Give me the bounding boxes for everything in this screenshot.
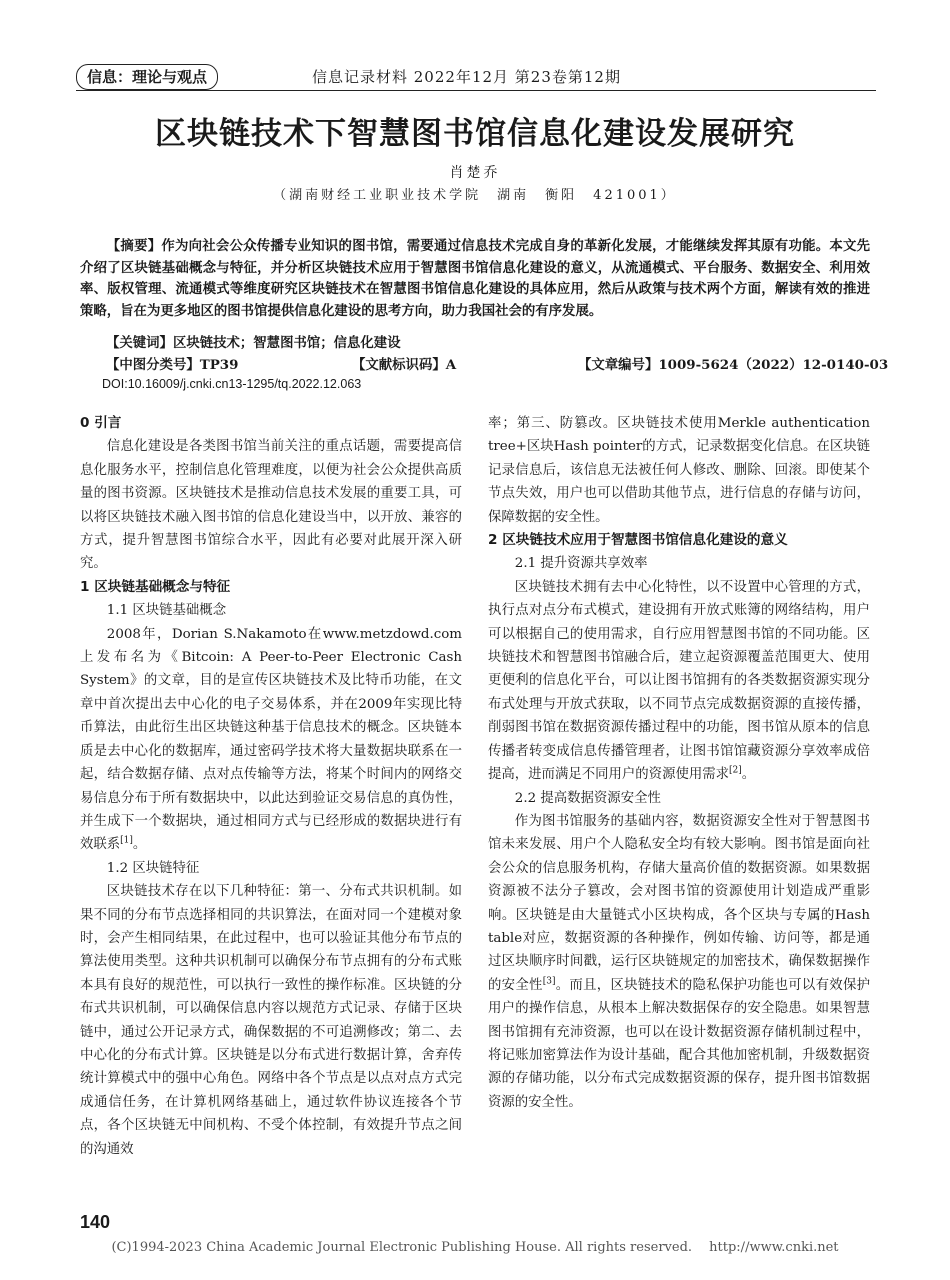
citation-1: [1] — [120, 835, 133, 846]
citation-3: [3] — [542, 976, 556, 987]
author: 肖楚乔 — [449, 165, 501, 181]
citation-2: [2] — [729, 765, 742, 776]
heading-section-2: 2 区块链技术应用于智慧图书馆信息化建设的意义 — [488, 532, 788, 549]
heading-section-1-1: 1.1 区块链基础概念 — [106, 603, 227, 619]
header-rule — [76, 90, 876, 91]
article-number: 【文章编号】1009-5624（2022）12-0140-03 — [578, 357, 889, 373]
abstract: 【摘要】作为向社会公众传播专业知识的图书馆，需要通过信息技术完成自身的革新化发展，才能继续发挥其原有功能。本文先介绍了区块链基础概念与特征，并分析区块链技术应用于智慧图书馆信息化建设的意义，从流通模式、平台服务、数据安全、利用效率、版权管理、流通模式等维度研究区块链技术在智慧图书馆信息化建设的具体应用，然后从政策与技术两个方面，解读有效的推进策略，旨在为更多地区的图书馆提供信息化建设的思考方向，助力我国社会的有序发展。 — [80, 238, 870, 319]
heading-section-2-2: 2.2 提高数据资源安全性 — [514, 790, 661, 806]
page-number: 140 — [80, 1212, 111, 1232]
paper-title: 区块链技术下智慧图书馆信息化建设发展研究 — [155, 116, 795, 152]
doi: DOI:10.16009/j.cnki.cn13-1295/tq.2022.12.063 — [102, 377, 362, 391]
paragraph-1-2: 区块链技术存在以下几种特征：第一、分布式共识机制。如果不同的分布节点选择相同的共识算法，在面对同一个建模对象时，会产生相同结果，在此过程中，也可以验证其他分布节点的算法使用类型。这种共识机制可以确保分布节点拥有的分布式账本具有良好的规范性，可以执行一致性的操作标准。区块链的分布式共识机制，可以确保信息内容以规范方式记录、存储于区块链中，通过公开记录方式，确保数据的不可追溯修改；第二、去中心化的分布式计算。区块链是以分布式进行数据计算，舍弃传统计算模式中的强中心角色。网络中各个节点是以点对点方式完成通信任务，在计算机网络基础上，通过软件协议连接各个节点，各个区块链无中间机构、不受个体控制，有效提升节点之间的沟通效 — [80, 884, 462, 1157]
journal-header: 信息记录材料 2022年12月 第23卷第12期 — [312, 68, 621, 86]
paragraph-2-1 — [488, 576, 870, 787]
paragraph-2-1-text: 区块链技术拥有去中心化特性，以不设置中心管理的方式，执行点对点分布式模式，建设拥有开放式账簿的网络结构，用户可以根据自己的使用需求，自行应用智慧图书馆的不同功能。区块链技术和智慧图书馆融合后，建立起资源覆盖范围更大、使用更便利的信息化平台，可以让图书馆拥有的各类数据资源实现分布式处理与开放式获取，以不同节点完成数据资源的直接传播，削弱图书馆在数据资源传播过程中的功能，图书馆从原本的信息传播者转变成信息传播管理者，让图书馆馆藏资源分享效率成倍提高，进而满足不同用户的资源使用需求 — [488, 579, 870, 783]
paragraph-intro: 信息化建设是各类图书馆当前关注的重点话题，需要提高信息化服务水平，控制信息化管理难度，以便为社会公众提供高质量的图书资源。区块链技术是推动信息技术发展的重要工具，可以将区块链技术融入图书馆的信息化建设当中，以开放、兼容的方式，提升智慧图书馆综合水平，因此有必要对此展开深入研究。 — [80, 439, 462, 572]
document-code: 【文献标识码】A — [352, 357, 457, 373]
paragraph-1-2-continued: 率；第三、防篡改。区块链技术使用Merkle authentication tree+区块Hash pointer的方式，记录数据变化信息。在区块链记录信息后，该信息无法被任何人修改、删除、回滚。即使某个节点失效，用户也可以借助其他节点，进行信息的存储与访问，保障数据的安全性。 — [488, 416, 870, 525]
paragraph-1-1 — [80, 623, 462, 857]
copyright-footer: (C)1994-2023 China Academic Journal Electronic Publishing House. All rights reserved. http://www.cnki.net — [111, 1240, 839, 1255]
heading-section-1-2: 1.2 区块链特征 — [106, 860, 200, 876]
heading-section-2-1: 2.1 提升资源共享效率 — [514, 556, 648, 572]
paragraph-2-2-tail: 。而且，区块链技术的隐私保护功能也可以有效保护用户的操作信息，从根本上解决数据保存的安全隐患。如果智慧图书馆拥有充沛资源，也可以在设计数据资源存储机制过程中，将记账加密算法作为设计基础，配合其他加密机制，升级数据资源的存储功能，以分布式完成数据资源的保存，提升图书馆数据资源的安全性。 — [488, 977, 871, 1110]
heading-intro: 0 引言 — [80, 415, 122, 431]
keywords: 【关键词】区块链技术；智慧图书馆；信息化建设 — [106, 335, 401, 351]
paragraph-2-2-text: 作为图书馆服务的基础内容，数据资源安全性对于智慧图书馆未来发展、用户个人隐私安全均有较大影响。图书馆是面向社会公众的信息服务机构，存储大量高价值的数据资源。如果数据资源被不法分子篡改，会对图书馆的资源使用计划造成严重影响。区块链是由大量链式小区块构成，各个区块与专属的Hash table对应，数据资源的各种操作，例如传输、访问等，都是通过区块顺序时间戳，运行区块链规定的加密技术，确保数据操作的安全性 — [488, 813, 870, 993]
right-column — [488, 412, 870, 1114]
paragraph-1-1-period: 。 — [132, 837, 147, 853]
left-column — [80, 412, 462, 1161]
section-tag: 信息：理论与观点 — [76, 64, 218, 90]
paragraph-1-1-text: 2008年，Dorian S.Nakamoto在www.metzdowd.com上发布名为《Bitcoin: A Peer-to-Peer Electronic Cash System》的文章，目的是宣传区块链技术及比特币功能，在文章中首次提出去中心化的电子交易体系，并在2009年实现比特币算法，由此衍生出区块链这种基于信息技术的概念。区块链本质是去中心化的数据库，通过密码学技术将大量数据块联系在一起，结合数据存储、点对点传输等方法，将某个时间内的网络交易信息分布于所有数据块中，以此达到验证交易信息的真伪性，并生成下一个数据块，通过相同方式与已经形成的数据块进行有效联系 — [80, 626, 462, 853]
paragraph-2-1-period: 。 — [741, 767, 756, 783]
paragraph-2-2 — [488, 810, 870, 1114]
affiliation: （湖南财经工业职业技术学院 湖南 衡阳 421001） — [273, 188, 677, 203]
clc-number: 【中图分类号】TP39 — [106, 357, 239, 373]
heading-section-1: 1 区块链基础概念与特征 — [80, 578, 231, 595]
